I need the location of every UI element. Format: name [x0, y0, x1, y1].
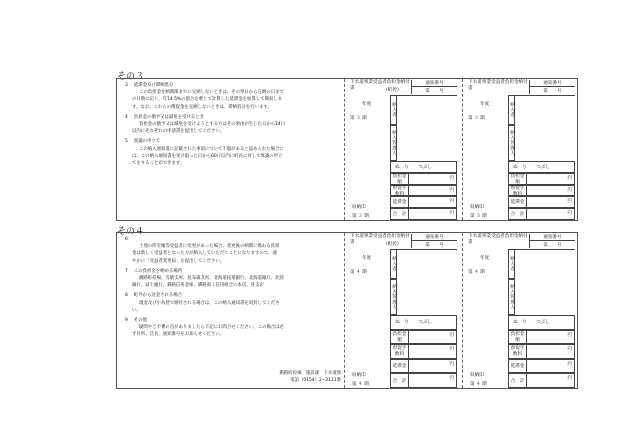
- slip-copy-label: (町控): [386, 242, 399, 247]
- row-label: 負担金額: [509, 174, 527, 184]
- yen-unit: 円: [449, 376, 454, 382]
- nuri-label: ぬ り: [513, 164, 527, 170]
- notice-line: す。なお、これらの徴収金を完納しないときは、滞納処分を行います。: [132, 104, 272, 110]
- nuri-label: ぬ り: [513, 320, 527, 326]
- tsubushi-label: つぶし: [418, 164, 432, 170]
- yen-unit: 円: [567, 332, 572, 338]
- notice-number: 4: [125, 114, 128, 120]
- period-label: 第 ３ 期: [350, 116, 367, 121]
- yen-unit: 円: [449, 211, 454, 217]
- period-label: 第 ４ 期: [468, 270, 485, 275]
- yen-unit: 円: [567, 199, 572, 205]
- receipt-stamp-label: 収納印: [352, 205, 366, 210]
- perforation-line: [462, 233, 463, 388]
- receipt-stamp-label: 収納印: [352, 373, 366, 378]
- notice-line: てをすることができます。: [132, 161, 185, 167]
- yen-unit: 円: [567, 175, 572, 181]
- notice-line: 以内にそれぞれの申請書を提出してください。: [132, 129, 225, 135]
- manager-column: 納入管理人: [508, 125, 515, 161]
- notice-line: この納入通知書に記載された事項について不服があると認められた場合に: [139, 146, 284, 152]
- yen-unit: 円: [449, 187, 454, 193]
- amount-row: [508, 330, 575, 345]
- notice-heading: [125, 236, 341, 243]
- payment-slip: [348, 233, 460, 390]
- notice-head-text: その他: [133, 318, 147, 324]
- address-area: [397, 249, 457, 315]
- amount-row: [390, 173, 457, 185]
- row-label: 合 計: [391, 374, 409, 387]
- signature-line: 釧路町役場 施設課 下水道係: [279, 371, 341, 376]
- payment-slip: [466, 79, 578, 222]
- stamp-period-label: 第 ４ 期: [470, 382, 487, 387]
- yen-unit: 円: [567, 347, 572, 353]
- notice-number-label: 通知番号: [529, 234, 575, 241]
- payer-column: 納入者: [508, 249, 515, 279]
- notice-line: この負担金を納期限までに完納しないときは、その翌日から完納の日まで: [139, 90, 284, 96]
- fee-row: [390, 185, 457, 197]
- notice-line: 銀行、富士銀行、釧路信用金庫、釧路商工信用組合の本店、各支店: [132, 283, 264, 289]
- section-box: [116, 232, 578, 389]
- notice-number: 6: [125, 237, 128, 242]
- yen-unit: 円: [449, 347, 454, 353]
- stamp-period-label: 第 ４ 期: [352, 382, 369, 387]
- nuri-row: [390, 161, 457, 173]
- notice-number-value: 第 号: [411, 241, 457, 248]
- section-title: その４: [117, 227, 145, 237]
- yen-unit: 円: [567, 376, 572, 382]
- notice-heading: [125, 292, 341, 299]
- slip-header: 下水道事業受益者負担金納付書: [468, 80, 528, 91]
- row-label: 合 計: [509, 209, 527, 219]
- stamp-period-label: 第 ３ 期: [470, 214, 487, 219]
- address-area: [515, 95, 575, 161]
- notice-text: [125, 82, 341, 167]
- notice-text: [125, 236, 341, 339]
- yen-unit: 円: [449, 361, 454, 367]
- manager-column: 納入管理人: [508, 279, 515, 315]
- nuri-row: [390, 315, 457, 330]
- notice-heading: [125, 268, 341, 275]
- late-fee-row: [508, 359, 575, 374]
- notice-head-text: 町外から送金される場合: [133, 293, 183, 299]
- yen-unit: 円: [567, 187, 572, 193]
- contact-signature: [171, 370, 341, 384]
- row-label: 合 計: [391, 209, 409, 219]
- notice-head-text: 負担金の猶予又は減免を受けるとき: [133, 114, 205, 120]
- receipt-stamp-label: 収納印: [470, 373, 484, 378]
- fiscal-year-label: 年度: [480, 102, 490, 107]
- late-fee-row: [390, 359, 457, 374]
- payer-column: 納入者: [390, 95, 397, 125]
- notice-head-text: この負担金を納める場所: [133, 268, 183, 274]
- notice-number-label: 通知番号: [411, 80, 457, 87]
- notice-line: ず住所、氏名、通知番号をお知らせください。: [132, 332, 225, 338]
- perforation-line: [462, 79, 463, 220]
- payment-slip: [466, 233, 578, 390]
- notice-number: 7: [125, 268, 128, 274]
- stamp-period-label: 第 ３ 期: [352, 214, 369, 219]
- perforation-line: [344, 79, 345, 220]
- notice-line: 疑問やご不審の点がありましたら下記にお問合せください。この場合は必: [139, 325, 284, 331]
- nuri-row: [508, 161, 575, 173]
- total-row: [508, 373, 575, 388]
- row-label: 延滞金: [391, 197, 409, 207]
- yen-unit: 円: [567, 361, 572, 367]
- notice-number-value: 第 号: [529, 87, 575, 94]
- nuri-row: [508, 315, 575, 330]
- notice-number-value: 第 号: [411, 87, 457, 94]
- payer-column: 納入者: [508, 95, 515, 125]
- notice-line: 負担金の猶予又は減免を受けようとする方はその事由が生じた日から14日: [139, 122, 286, 128]
- slip-header: 下水道事業受益者負担金納付書: [468, 234, 528, 245]
- notice-number-label: 通知番号: [411, 234, 457, 241]
- row-label: 延滞金: [509, 197, 527, 207]
- manager-column: 納入管理人: [390, 125, 397, 161]
- fiscal-year-label: 年度: [362, 256, 372, 261]
- fee-row: [390, 344, 457, 359]
- notice-number: 5: [125, 139, 128, 145]
- nuri-label: ぬ り: [395, 164, 409, 170]
- section-title: その３: [117, 72, 145, 82]
- amount-row: [508, 173, 575, 185]
- late-fee-row: [508, 196, 575, 208]
- nuri-label: ぬ り: [395, 320, 409, 326]
- row-label: 合 計: [509, 374, 527, 387]
- notice-line: 釧路町役場、雪晴支所、昆布森支所、北海道拓殖銀行、北海道銀行、北陸: [139, 276, 284, 282]
- tsubushi-label: つぶし: [536, 320, 550, 326]
- slip-header: 下水道事業受益者負担金納付書: [350, 234, 410, 245]
- slip-copy-label: (町控): [386, 88, 399, 93]
- notice-head-text: 延滞金及び滞納処分: [133, 83, 174, 88]
- period-label: 第 ４ 期: [350, 270, 367, 275]
- receipt-stamp-label: 収納印: [470, 205, 484, 210]
- notice-number: 3: [125, 83, 128, 88]
- notice-line: い。: [132, 307, 141, 313]
- total-row: [390, 208, 457, 220]
- amount-row: [390, 330, 457, 345]
- notice-line: の日数に応じ、年14.5%の割合を乗じて計算した延滞金を加算して徴収しま: [132, 97, 283, 103]
- row-label: 延滞金: [509, 360, 527, 373]
- tsubushi-label: つぶし: [536, 164, 550, 170]
- total-row: [390, 373, 457, 388]
- row-label: 負担金額: [391, 331, 409, 344]
- notice-line: は、この納入通知書を受け取った日から60日以内に町長に対して異議の申立: [132, 153, 283, 159]
- notice-number-label: 通知番号: [529, 80, 575, 87]
- notice-heading: [125, 82, 341, 89]
- tsubushi-label: つぶし: [418, 320, 432, 326]
- notice-line: やかに「受益者変更届」を提出してください。: [132, 258, 225, 264]
- notice-heading: [125, 114, 341, 121]
- address-area: [515, 249, 575, 315]
- notice-line: 土地の所有権等受益者に変更があった場合、変更後の納期に係わる負担: [139, 244, 280, 250]
- fiscal-year-label: 年度: [362, 102, 372, 107]
- yen-unit: 円: [449, 175, 454, 181]
- row-label: 督促手数料: [509, 345, 527, 358]
- payer-column: 納入者: [390, 249, 397, 279]
- row-label: 督促手数料: [391, 186, 409, 196]
- slip-header: 下水道事業受益者負担金納付書: [350, 80, 410, 91]
- notice-line: 金は新しく受益者となった方が納入していただくことになりますので、速: [132, 251, 277, 257]
- notice-number: 8: [125, 293, 128, 299]
- total-row: [508, 208, 575, 220]
- row-label: 督促手数料: [509, 186, 527, 196]
- signature-line: 電話（0154）2−2111番: [290, 378, 341, 383]
- yen-unit: 円: [449, 199, 454, 205]
- notice-heading: [125, 138, 341, 145]
- row-label: 延滞金: [391, 360, 409, 373]
- late-fee-row: [390, 196, 457, 208]
- fee-row: [508, 185, 575, 197]
- notice-line: 現金及び小為替で納付される場合は、この納入通知書を同封してくださ: [139, 300, 280, 306]
- perforation-line: [344, 233, 345, 388]
- fiscal-year-label: 年度: [480, 256, 490, 261]
- fee-row: [508, 344, 575, 359]
- notice-number: 9: [125, 318, 128, 324]
- notice-number-value: 第 号: [529, 241, 575, 248]
- notice-heading: [125, 317, 341, 324]
- payment-slip: [348, 79, 460, 222]
- notice-head-text: 異議の申立て: [133, 139, 161, 145]
- row-label: 負担金額: [391, 174, 409, 184]
- row-label: 負担金額: [509, 331, 527, 344]
- manager-column: 納入管理人: [390, 279, 397, 315]
- yen-unit: 円: [449, 332, 454, 338]
- period-label: 第 ３ 期: [468, 116, 485, 121]
- yen-unit: 円: [567, 211, 572, 217]
- row-label: 督促手数料: [391, 345, 409, 358]
- section-box: [116, 78, 578, 221]
- address-area: [397, 95, 457, 161]
